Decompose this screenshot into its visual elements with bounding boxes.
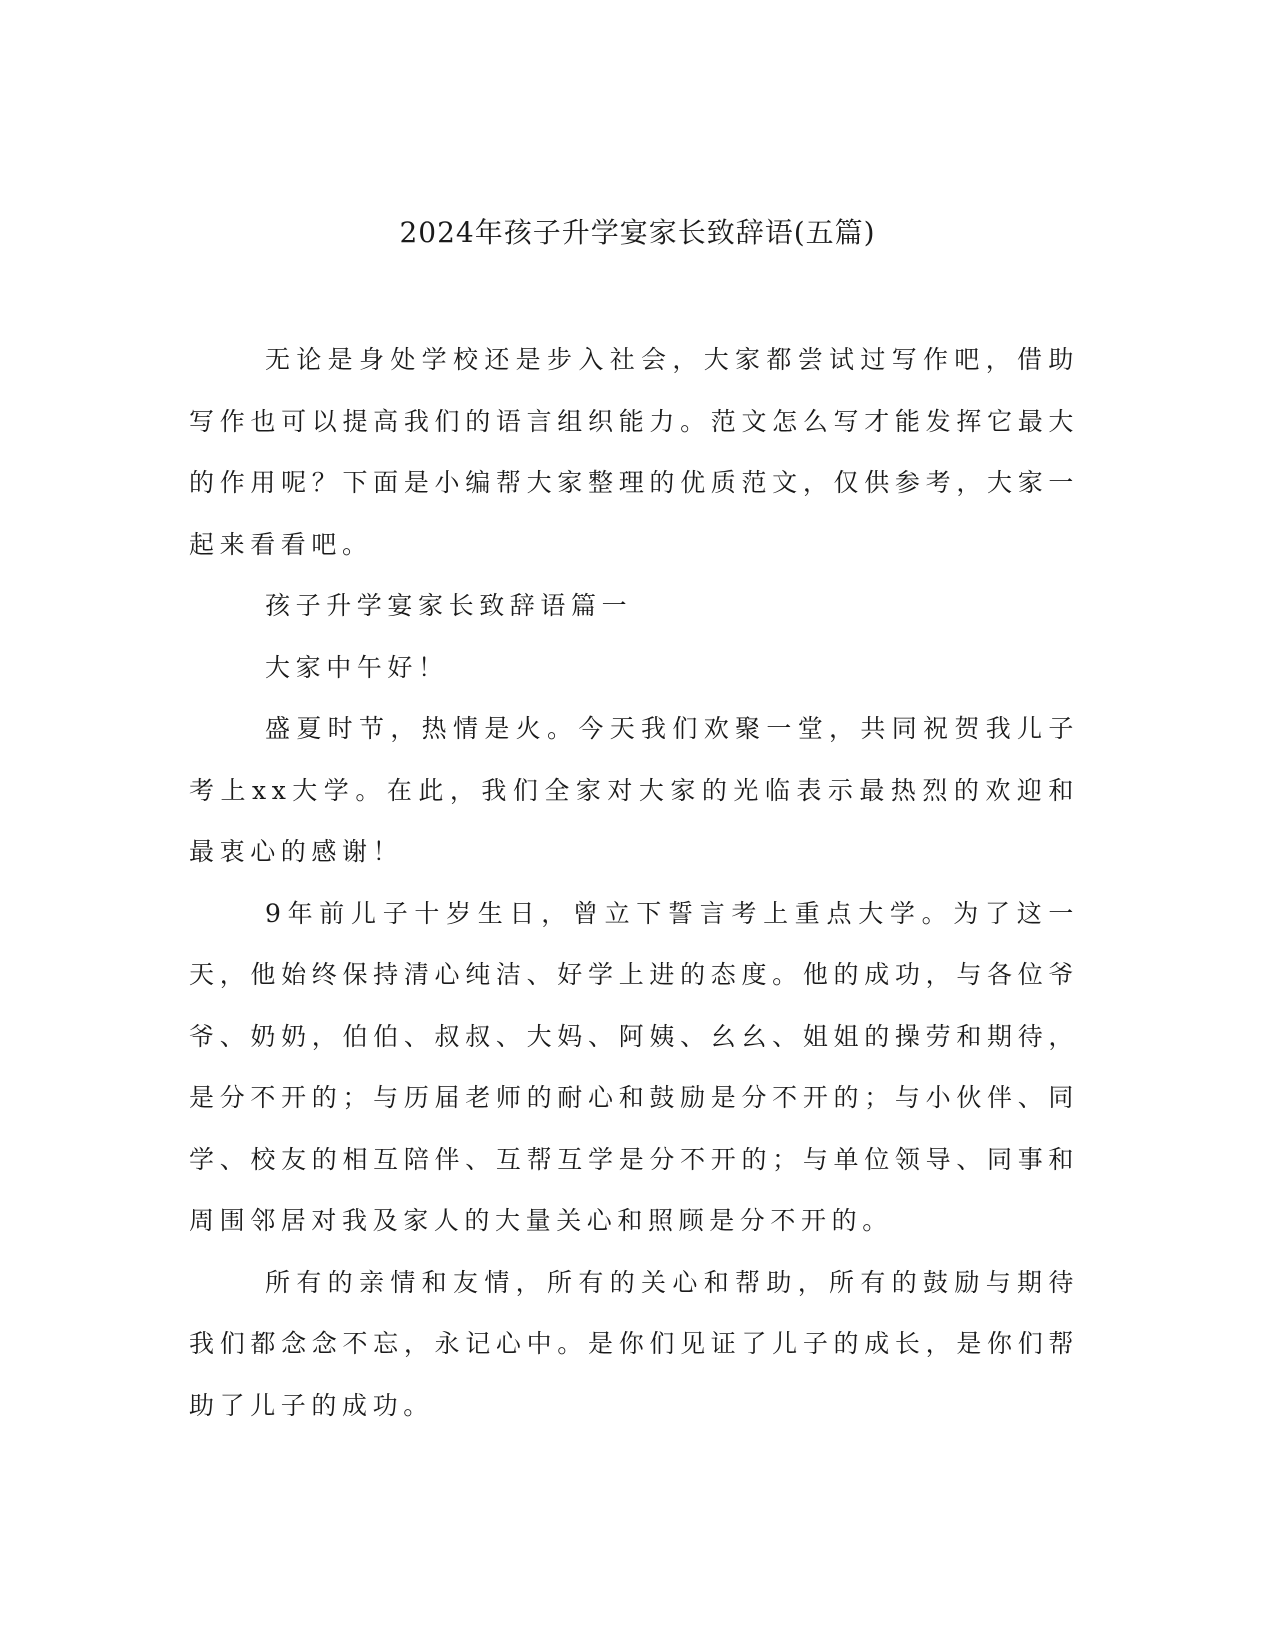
intro-paragraph: 无论是身处学校还是步入社会，大家都尝试过写作吧，借助写作也可以提高我们的语言组织能力。范文怎么写才能发挥它最大的作用呢？下面是小编帮大家整理的优质范文，仅供参考，大家一起来看看吧。 <box>189 345 1079 559</box>
document-title: 2024年孩子升学宴家长致辞语(五篇) <box>399 216 876 249</box>
body-paragraph: 9年前儿子十岁生日，曾立下誓言考上重点大学。为了这一天，他始终保持清心纯洁、好学上进的态度。他的成功，与各位爷爷、奶奶，伯伯、叔叔、大妈、阿姨、幺幺、姐姐的操劳和期待，是分不开的；与历届老师的耐心和鼓励是分不开的；与小伙伴、同学、校友的相互陪伴、互帮互学是分不开的；与单位领导、同事和周围邻居对我及家人的大量关心和照顾是分不开的。 <box>189 898 1079 1235</box>
body-paragraph: 盛夏时节，热情是火。今天我们欢聚一堂，共同祝贺我儿子考上xx大学。在此，我们全家对大家的光临表示最热烈的欢迎和最衷心的感谢！ <box>189 714 1079 866</box>
body-paragraph: 所有的亲情和友情，所有的关心和帮助，所有的鼓励与期待我们都念念不忘，永记心中。是你们见证了儿子的成长，是你们帮助了儿子的成功。 <box>189 1267 1079 1420</box>
greeting-paragraph: 大家中午好！ <box>265 652 449 682</box>
section-heading: 孩子升学宴家长致辞语篇一 <box>265 591 633 620</box>
document-body <box>189 329 1079 1436</box>
